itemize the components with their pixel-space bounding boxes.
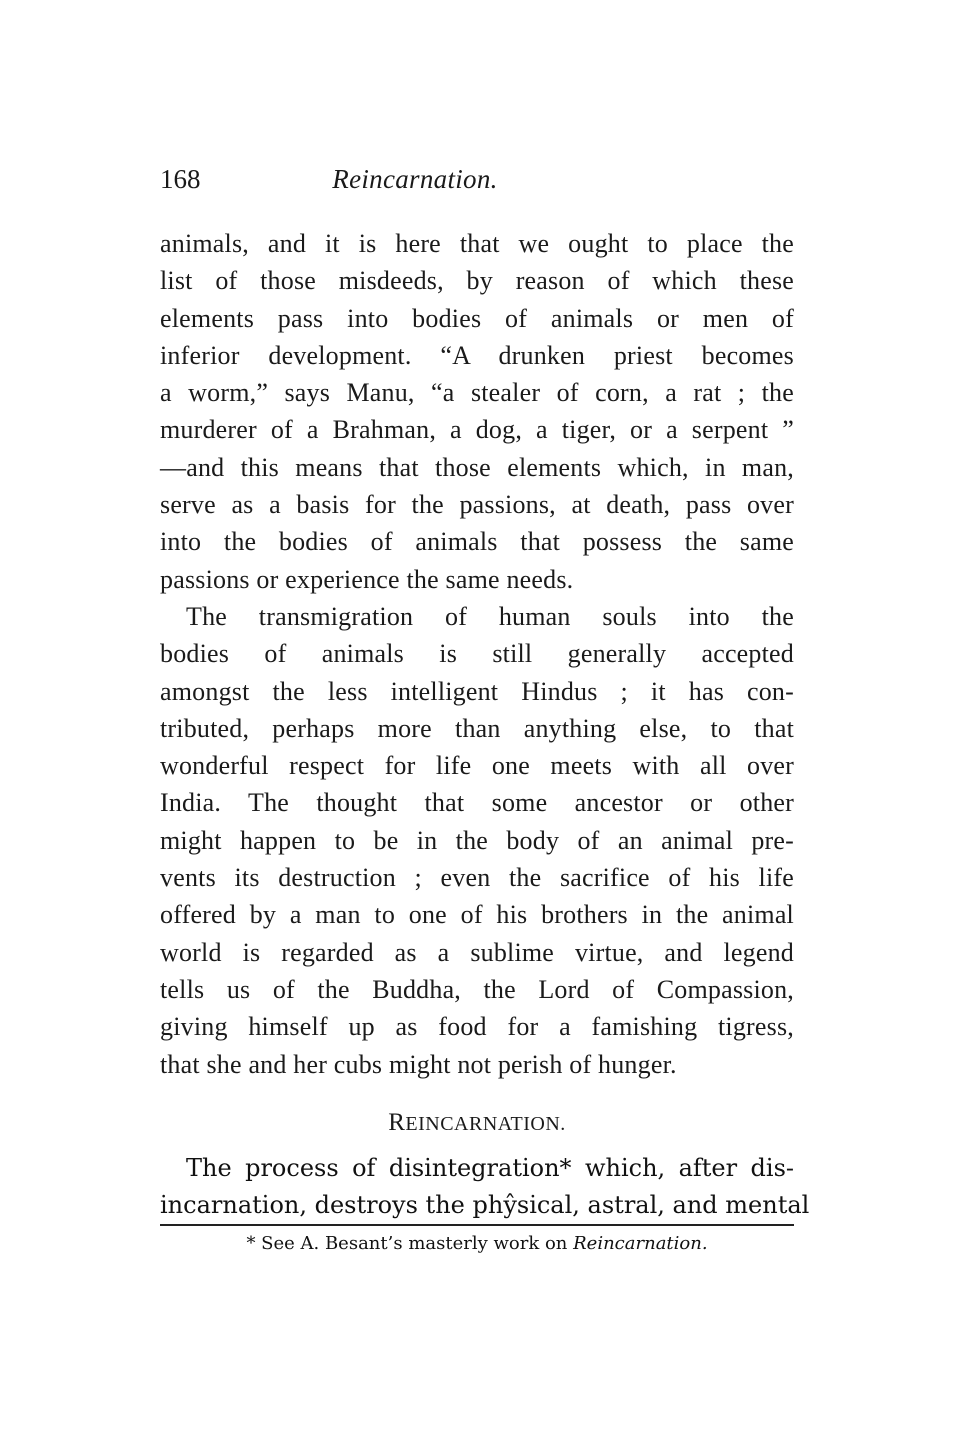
text-line: that she and her cubs might not perish of hunger. [160, 1049, 677, 1079]
section-heading-initial: R [388, 1109, 406, 1136]
paragraph [160, 225, 794, 598]
text-line: vents its destruction ; even the sacrifice of his life [160, 863, 794, 893]
body-text [160, 225, 794, 1083]
text-line: bodies of animals is still generally accepted [160, 639, 794, 669]
paragraph [160, 598, 794, 1083]
text-line: tells us of the Buddha, the Lord of Compassion, [160, 974, 794, 1004]
text-line: a worm,” says Manu, “a stealer of corn, a rat ; the [160, 378, 794, 408]
text-line: serve as a basis for the passions, at death, pass over [160, 490, 794, 520]
text-line: amongst the less intelligent Hindus ; it has con- [160, 676, 794, 706]
section-heading [160, 1109, 794, 1137]
text-line: tributed, perhaps more than anything else, to that [160, 713, 794, 743]
text-line: passions or experience the same needs. [160, 564, 574, 594]
text-line: list of those misdeeds, by reason of which these [160, 266, 794, 296]
footnote [160, 1233, 794, 1254]
text-line: The process of disintegration* which, after dis- [186, 1154, 794, 1182]
text-line: —and this means that those elements which, in man, [160, 452, 794, 482]
text-line: inferior development. “A drunken priest becomes [160, 340, 794, 370]
text-line: animals, and it is here that we ought to place the [160, 229, 794, 258]
footnote-text: * See A. Besant’s masterly work on [246, 1233, 574, 1254]
text-line: wonderful respect for life one meets with all over [160, 751, 794, 781]
paragraph [160, 1150, 810, 1224]
running-title: Reincarnation. [332, 164, 498, 194]
footnote-book-title: Reincarnation. [573, 1233, 708, 1254]
text-line: India. The thought that some ancestor or other [160, 788, 794, 818]
text-line: murderer of a Brahman, a dog, a tiger, or a serpent ” [160, 415, 794, 445]
text-line: offered by a man to one of his brothers in the animal [160, 900, 794, 930]
page-number: 168 [160, 164, 201, 194]
text-line: The transmigration of human souls into the [186, 601, 794, 631]
footnote-divider [160, 1224, 794, 1226]
section-heading-rest: EINCARNATION. [405, 1113, 566, 1135]
text-line: incarnation, destroys the phŷsical, astral, and mental [160, 1191, 810, 1219]
text-line: into the bodies of animals that possess the same [160, 527, 794, 557]
text-line: might happen to be in the body of an animal pre- [160, 825, 794, 855]
text-line: giving himself up as food for a famishing tigress, [160, 1012, 794, 1042]
text-line: world is regarded as a sublime virtue, and legend [160, 937, 794, 967]
running-head [160, 164, 794, 204]
text-line: elements pass into bodies of animals or men of [160, 303, 794, 333]
